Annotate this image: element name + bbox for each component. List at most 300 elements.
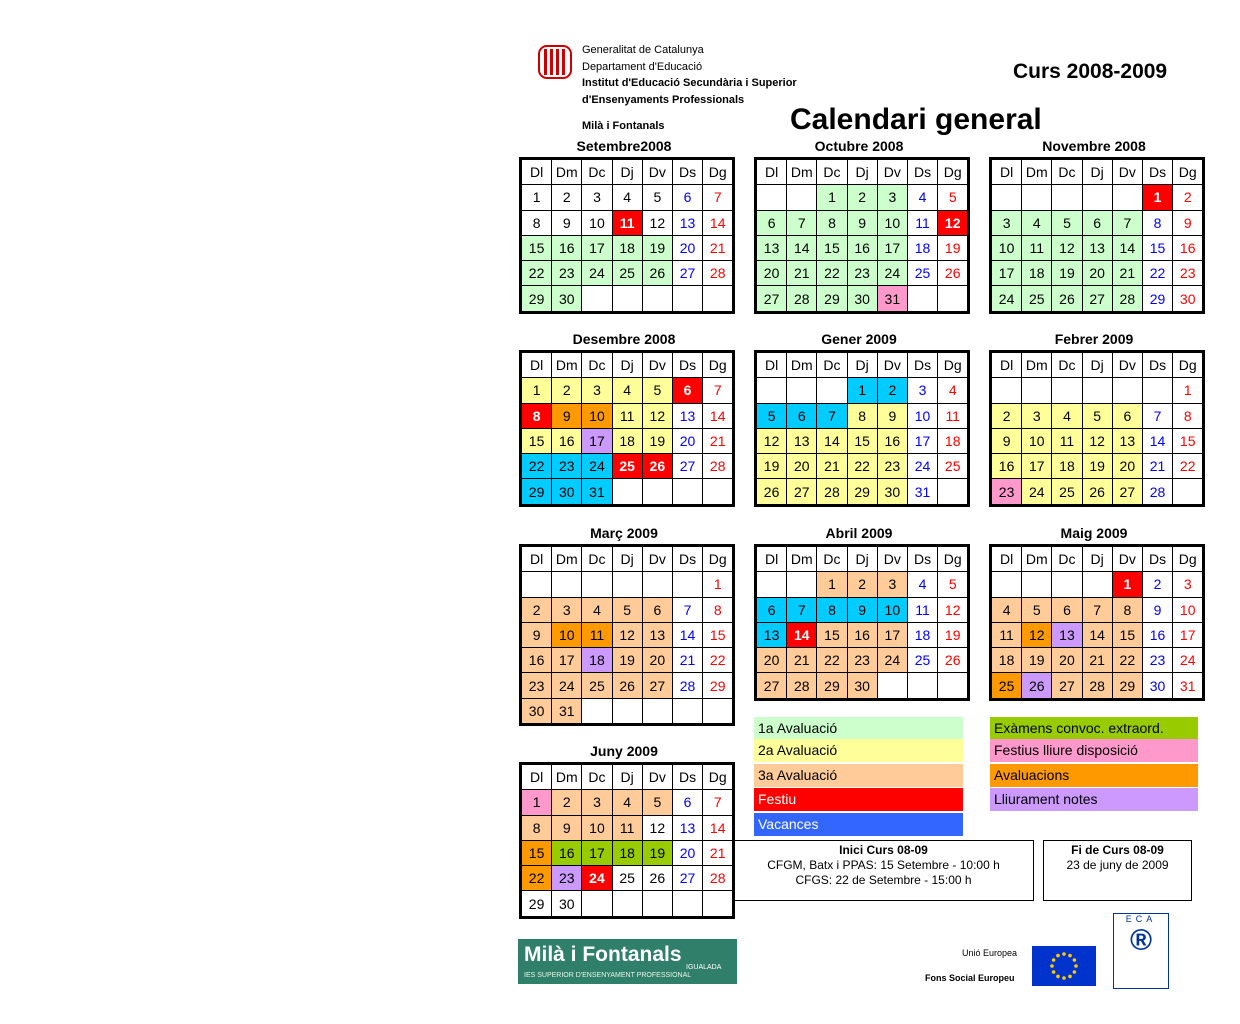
empty-cell	[1052, 572, 1082, 597]
day-cell: 20	[1052, 648, 1082, 673]
day-cell: 8	[847, 403, 877, 428]
legend-item: Lliurament notes	[990, 788, 1198, 811]
day-cell: 4	[1052, 403, 1082, 428]
empty-cell	[552, 572, 582, 597]
weekday-header: Dg	[703, 764, 734, 790]
empty-cell	[672, 698, 702, 724]
day-cell: 27	[642, 673, 672, 698]
day-cell: 20	[672, 428, 702, 453]
weekday-header: Dj	[1082, 352, 1112, 378]
day-cell: 20	[756, 261, 787, 286]
day-cell: 29	[817, 673, 847, 699]
day-cell: 20	[672, 840, 702, 865]
day-cell: 11	[907, 597, 937, 622]
day-cell: 14	[703, 815, 734, 840]
day-cell: 26	[1052, 286, 1082, 312]
day-cell: 27	[672, 454, 702, 479]
day-cell: 26	[612, 673, 642, 698]
day-cell: 30	[847, 673, 877, 699]
legend-item: Avaluacions	[990, 764, 1198, 787]
inici-curs-box	[733, 840, 1034, 901]
day-cell: 30	[877, 479, 907, 505]
day-cell: 29	[817, 286, 847, 312]
day-cell: 19	[756, 454, 787, 479]
day-cell: 10	[877, 597, 907, 622]
day-cell: 24	[1022, 479, 1052, 505]
day-cell: 12	[1022, 622, 1052, 647]
generalitat-seal-icon	[538, 45, 572, 79]
day-cell: 18	[991, 648, 1022, 673]
day-cell: 25	[938, 454, 969, 479]
month-setembre	[519, 138, 735, 314]
day-cell: 6	[1082, 210, 1112, 235]
day-cell: 22	[817, 261, 847, 286]
weekday-header: Dg	[1173, 352, 1204, 378]
day-cell: 29	[521, 286, 552, 312]
day-cell: 1	[1173, 378, 1204, 403]
weekday-header: Dg	[1173, 159, 1204, 185]
day-cell: 2	[521, 597, 552, 622]
day-cell: 30	[1173, 286, 1204, 312]
day-cell: 20	[642, 648, 672, 673]
month-title: Desembre 2008	[572, 331, 676, 347]
day-cell: 5	[1052, 210, 1082, 235]
day-cell: 11	[612, 815, 642, 840]
day-cell: 3	[877, 185, 907, 210]
weekday-header: Dc	[817, 159, 847, 185]
day-cell: 1	[1142, 185, 1172, 210]
day-cell: 25	[991, 673, 1022, 699]
empty-cell	[1022, 572, 1052, 597]
day-cell: 14	[1142, 428, 1172, 453]
day-cell: 26	[642, 866, 672, 891]
day-cell: 24	[877, 648, 907, 673]
empty-cell	[612, 286, 642, 312]
day-cell: 19	[1082, 454, 1112, 479]
weekday-header: Ds	[907, 352, 937, 378]
weekday-header: Dj	[612, 764, 642, 790]
day-cell: 12	[938, 210, 969, 235]
mila-fontanals-logo	[518, 939, 737, 984]
day-cell: 18	[1052, 454, 1082, 479]
day-cell: 18	[612, 840, 642, 865]
empty-cell	[582, 286, 612, 312]
day-cell: 29	[521, 891, 552, 917]
day-cell: 16	[521, 648, 552, 673]
day-cell: 7	[787, 597, 817, 622]
fi-curs-line1: 23 de juny de 2009	[1066, 858, 1169, 872]
day-cell: 1	[703, 572, 734, 597]
day-cell: 1	[521, 378, 552, 403]
day-cell: 8	[521, 210, 552, 235]
day-cell: 1	[817, 572, 847, 597]
day-cell: 8	[1173, 403, 1204, 428]
day-cell: 2	[552, 378, 582, 403]
month-title: Maig 2009	[1060, 525, 1128, 541]
empty-cell	[703, 479, 734, 505]
weekday-header: Dc	[1052, 159, 1082, 185]
day-cell: 24	[582, 454, 612, 479]
empty-cell	[756, 378, 787, 403]
inici-curs-line1: CFGM, Batx i PPAS: 15 Setembre - 10:00 h	[767, 858, 1000, 872]
weekday-header: Dm	[1022, 352, 1052, 378]
month-grid	[519, 544, 735, 726]
day-cell: 5	[642, 790, 672, 815]
day-cell: 19	[1052, 261, 1082, 286]
day-cell: 15	[847, 428, 877, 453]
weekday-header: Dm	[552, 352, 582, 378]
day-cell: 22	[1112, 648, 1142, 673]
day-cell: 29	[703, 673, 734, 698]
day-cell: 17	[582, 428, 612, 453]
day-cell: 6	[672, 378, 702, 403]
fi-curs-title: Fi de Curs 08-09	[1071, 843, 1164, 857]
day-cell: 10	[907, 403, 937, 428]
weekday-header: Dj	[847, 159, 877, 185]
weekday-header: Dm	[552, 159, 582, 185]
empty-cell	[1082, 378, 1112, 403]
day-cell: 28	[672, 673, 702, 698]
day-cell: 21	[703, 840, 734, 865]
day-cell: 25	[907, 261, 937, 286]
day-cell: 4	[938, 378, 969, 403]
empty-cell	[756, 185, 787, 210]
eu-fund-label: Fons Social Europeu	[925, 973, 1015, 983]
day-cell: 12	[1082, 428, 1112, 453]
day-cell: 16	[1142, 622, 1172, 647]
empty-cell	[787, 185, 817, 210]
weekday-header: Dj	[847, 546, 877, 572]
day-cell: 31	[1173, 673, 1204, 699]
day-cell: 4	[907, 185, 937, 210]
day-cell: 17	[552, 648, 582, 673]
day-cell: 27	[787, 479, 817, 505]
empty-cell	[672, 572, 702, 597]
month-febrer	[989, 331, 1205, 507]
day-cell: 3	[552, 597, 582, 622]
day-cell: 14	[1112, 235, 1142, 260]
day-cell: 15	[703, 622, 734, 647]
day-cell: 20	[1112, 454, 1142, 479]
day-cell: 8	[817, 210, 847, 235]
legend-item: 2a Avaluació	[754, 739, 963, 762]
weekday-header: Ds	[1142, 352, 1172, 378]
day-cell: 4	[612, 790, 642, 815]
day-cell: 8	[521, 403, 552, 428]
day-cell: 14	[817, 428, 847, 453]
empty-cell	[1082, 185, 1112, 210]
day-cell: 17	[582, 235, 612, 260]
day-cell: 8	[521, 815, 552, 840]
day-cell: 25	[612, 866, 642, 891]
month-title: Octubre 2008	[814, 138, 904, 154]
day-cell: 23	[877, 454, 907, 479]
day-cell: 21	[787, 648, 817, 673]
weekday-header: Dc	[582, 159, 612, 185]
day-cell: 13	[672, 815, 702, 840]
day-cell: 18	[938, 428, 969, 453]
day-cell: 9	[552, 403, 582, 428]
weekday-header: Dc	[1052, 352, 1082, 378]
day-cell: 27	[1052, 673, 1082, 699]
empty-cell	[582, 572, 612, 597]
weekday-header: Dl	[756, 352, 787, 378]
empty-cell	[642, 286, 672, 312]
day-cell: 12	[938, 597, 969, 622]
weekday-header: Dc	[1052, 546, 1082, 572]
day-cell: 7	[1082, 597, 1112, 622]
day-cell: 9	[847, 597, 877, 622]
empty-cell	[612, 479, 642, 505]
day-cell: 3	[582, 790, 612, 815]
day-cell: 10	[582, 403, 612, 428]
empty-cell	[1142, 378, 1172, 403]
day-cell: 19	[938, 622, 969, 647]
weekday-header: Ds	[1142, 159, 1172, 185]
day-cell: 16	[552, 840, 582, 865]
day-cell: 23	[991, 479, 1022, 505]
weekday-header: Dl	[521, 764, 552, 790]
day-cell: 12	[756, 428, 787, 453]
day-cell: 28	[1112, 286, 1142, 312]
month-novembre	[989, 138, 1205, 314]
month-grid	[519, 350, 735, 507]
day-cell: 21	[672, 648, 702, 673]
page-title: Calendari general	[790, 103, 1042, 136]
month-gener	[754, 331, 970, 507]
day-cell: 25	[582, 673, 612, 698]
weekday-header: Dc	[582, 764, 612, 790]
registered-icon: ®	[1129, 924, 1153, 957]
weekday-header: Dm	[787, 546, 817, 572]
day-cell: 23	[1142, 648, 1172, 673]
weekday-header: Dv	[642, 352, 672, 378]
day-cell: 23	[552, 866, 582, 891]
day-cell: 13	[756, 235, 787, 260]
day-cell: 15	[521, 840, 552, 865]
weekday-header: Dv	[642, 764, 672, 790]
weekday-header: Dl	[521, 546, 552, 572]
day-cell: 23	[1173, 261, 1204, 286]
day-cell: 7	[703, 185, 734, 210]
day-cell: 22	[521, 866, 552, 891]
empty-cell	[756, 572, 787, 597]
empty-cell	[642, 698, 672, 724]
day-cell: 28	[787, 673, 817, 699]
day-cell: 19	[642, 840, 672, 865]
weekday-header: Dj	[1082, 159, 1112, 185]
weekday-header: Dg	[938, 352, 969, 378]
day-cell: 20	[756, 648, 787, 673]
day-cell: 28	[703, 261, 734, 286]
day-cell: 4	[1022, 210, 1052, 235]
day-cell: 3	[1173, 572, 1204, 597]
day-cell: 24	[877, 261, 907, 286]
day-cell: 23	[552, 261, 582, 286]
day-cell: 17	[582, 840, 612, 865]
legend-item: 3a Avaluació	[754, 764, 963, 787]
logo-subtitle: IES SUPERIOR D'ENSENYAMENT PROFESSIONAL	[524, 972, 692, 979]
day-cell: 2	[847, 185, 877, 210]
day-cell: 2	[877, 378, 907, 403]
empty-cell	[582, 698, 612, 724]
day-cell: 27	[756, 286, 787, 312]
weekday-header: Dv	[1112, 352, 1142, 378]
institute-name-line1: Institut d'Educació Secundària i Superior	[582, 77, 797, 89]
day-cell: 6	[1112, 403, 1142, 428]
empty-cell	[938, 286, 969, 312]
day-cell: 17	[991, 261, 1022, 286]
empty-cell	[877, 673, 907, 699]
day-cell: 12	[642, 403, 672, 428]
day-cell: 10	[582, 210, 612, 235]
weekday-header: Dg	[1173, 546, 1204, 572]
day-cell: 6	[1052, 597, 1082, 622]
day-cell: 5	[1082, 403, 1112, 428]
day-cell: 26	[938, 648, 969, 673]
weekday-header: Dj	[612, 352, 642, 378]
day-cell: 9	[552, 815, 582, 840]
day-cell: 16	[1173, 235, 1204, 260]
empty-cell	[817, 378, 847, 403]
month-grid	[754, 544, 970, 701]
day-cell: 29	[521, 479, 552, 505]
day-cell: 5	[642, 378, 672, 403]
day-cell: 11	[938, 403, 969, 428]
day-cell: 20	[787, 454, 817, 479]
day-cell: 19	[1022, 648, 1052, 673]
day-cell: 13	[787, 428, 817, 453]
day-cell: 18	[582, 648, 612, 673]
day-cell: 25	[612, 454, 642, 479]
month-grid	[519, 157, 735, 314]
day-cell: 13	[1052, 622, 1082, 647]
empty-cell	[521, 572, 552, 597]
weekday-header: Dg	[703, 352, 734, 378]
empty-cell	[991, 572, 1022, 597]
day-cell: 6	[787, 403, 817, 428]
day-cell: 11	[612, 403, 642, 428]
empty-cell	[612, 698, 642, 724]
day-cell: 24	[991, 286, 1022, 312]
empty-cell	[907, 673, 937, 699]
day-cell: 13	[672, 403, 702, 428]
day-cell: 27	[1112, 479, 1142, 505]
day-cell: 29	[1142, 286, 1172, 312]
day-cell: 3	[907, 378, 937, 403]
day-cell: 28	[703, 454, 734, 479]
day-cell: 3	[582, 185, 612, 210]
empty-cell	[672, 479, 702, 505]
day-cell: 26	[938, 261, 969, 286]
day-cell: 3	[582, 378, 612, 403]
empty-cell	[938, 479, 969, 505]
day-cell: 25	[907, 648, 937, 673]
day-cell: 13	[672, 210, 702, 235]
empty-cell	[1052, 378, 1082, 403]
month-marc	[519, 525, 735, 726]
fi-curs-box	[1043, 840, 1192, 901]
legend-item: 1a Avaluació	[754, 717, 963, 740]
day-cell: 1	[1112, 572, 1142, 597]
day-cell: 6	[642, 597, 672, 622]
weekday-header: Dj	[612, 159, 642, 185]
day-cell: 8	[1112, 597, 1142, 622]
day-cell: 6	[756, 210, 787, 235]
weekday-header: Dg	[938, 159, 969, 185]
day-cell: 27	[756, 673, 787, 699]
weekday-header: Dg	[703, 546, 734, 572]
day-cell: 7	[672, 597, 702, 622]
day-cell: 25	[612, 261, 642, 286]
weekday-header: Ds	[672, 159, 702, 185]
day-cell: 11	[907, 210, 937, 235]
eca-footnote	[1114, 958, 1168, 964]
weekday-header: Dl	[521, 352, 552, 378]
weekday-header: Dc	[582, 546, 612, 572]
day-cell: 22	[521, 261, 552, 286]
day-cell: 1	[521, 185, 552, 210]
day-cell: 5	[938, 572, 969, 597]
day-cell: 21	[817, 454, 847, 479]
month-title: Febrer 2009	[1054, 331, 1134, 347]
day-cell: 30	[521, 698, 552, 724]
day-cell: 26	[756, 479, 787, 505]
empty-cell	[703, 891, 734, 917]
empty-cell	[703, 286, 734, 312]
empty-cell	[672, 891, 702, 917]
day-cell: 22	[1173, 454, 1204, 479]
day-cell: 7	[1142, 403, 1172, 428]
day-cell: 15	[817, 235, 847, 260]
day-cell: 28	[1142, 479, 1172, 505]
weekday-header: Ds	[907, 159, 937, 185]
weekday-header: Dm	[552, 764, 582, 790]
month-grid	[989, 157, 1205, 314]
weekday-header: Dm	[552, 546, 582, 572]
day-cell: 15	[817, 622, 847, 647]
weekday-header: Dl	[521, 159, 552, 185]
day-cell: 31	[877, 286, 907, 312]
day-cell: 5	[756, 403, 787, 428]
empty-cell	[938, 673, 969, 699]
month-title: Abril 2009	[825, 525, 893, 541]
day-cell: 4	[582, 597, 612, 622]
empty-cell	[703, 698, 734, 724]
eca-label: ECA	[1125, 914, 1157, 924]
day-cell: 11	[582, 622, 612, 647]
day-cell: 2	[552, 790, 582, 815]
empty-cell	[642, 891, 672, 917]
course-year: Curs 2008-2009	[1013, 60, 1168, 83]
day-cell: 3	[877, 572, 907, 597]
day-cell: 30	[552, 891, 582, 917]
day-cell: 31	[552, 698, 582, 724]
weekday-header: Dv	[1112, 159, 1142, 185]
day-cell: 24	[907, 454, 937, 479]
day-cell: 19	[642, 235, 672, 260]
weekday-header: Dj	[847, 352, 877, 378]
weekday-header: Dl	[991, 159, 1022, 185]
empty-cell	[907, 286, 937, 312]
day-cell: 2	[847, 572, 877, 597]
month-maig	[989, 525, 1205, 701]
day-cell: 9	[521, 622, 552, 647]
day-cell: 15	[1142, 235, 1172, 260]
empty-cell	[612, 572, 642, 597]
day-cell: 19	[642, 428, 672, 453]
empty-cell	[991, 185, 1022, 210]
